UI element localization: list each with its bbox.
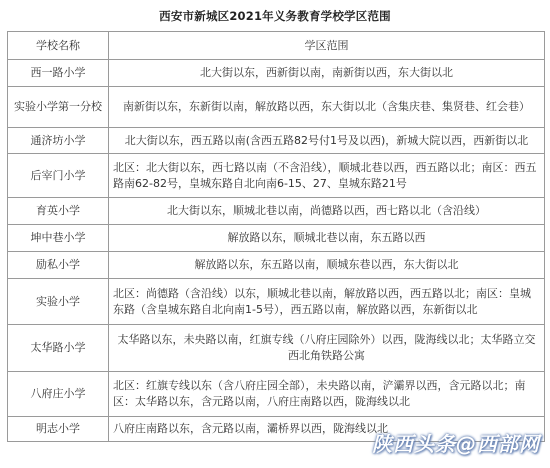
table-header-row (8, 32, 545, 60)
school-name: 坤中巷小学 (8, 225, 109, 252)
table-row (8, 87, 545, 128)
school-name: 通济坊小学 (8, 128, 109, 154)
page-title: 西安市新城区2021年义务教育学校学区范围 (159, 9, 391, 23)
table-row (8, 198, 545, 225)
zone-range: 北区：尚德路（含沿线）以东，顺城北巷以南，解放路以西，西五路以北；南区：皇城东路（含皇城东路自北向南1-5号），西五路以南，解放路以西，东新街以北 (109, 279, 545, 325)
school-name: 八府庄小学 (8, 372, 109, 417)
zone-range: 八府庄南路以东，含元路以南，灞桥界以西，陇海线以北 (109, 417, 545, 442)
school-name: 明志小学 (8, 417, 109, 442)
zone-range: 解放路以东，顺城北巷以南，东五路以西 (109, 225, 545, 252)
watermark: 陕西头条@西部网 (372, 432, 540, 456)
zone-range: 北区：红旗专线以东（含八府庄园全部），未央路以南，浐灞界以西，含元路以北；南区：太华路以东，含元路以南，八府庄南路以西，陇海线以北 (109, 372, 545, 417)
school-name: 实验小学 (8, 279, 109, 325)
zone-range: 太华路以东，未央路以南，红旗专线（八府庄园除外）以西，陇海线以北；太华路立交西北角铁路公寓 (109, 325, 545, 372)
table-row (8, 279, 545, 325)
header-school-name: 学校名称 (8, 32, 109, 60)
school-name: 励私小学 (8, 252, 109, 279)
header-zone-range: 学区范围 (109, 32, 545, 60)
zone-range: 北区：北大街以东，西七路以南（不含沿线），顺城北巷以西，西五路以北；南区：西五路南62-82号，皇城东路自北向南6-15、27、皇城东路21号 (109, 154, 545, 198)
zone-range: 北大街以东，西五路以南(含西五路82号付1号及以西)，新城大院以西，西新街以北 (109, 128, 545, 154)
table-row (8, 225, 545, 252)
school-name: 后宰门小学 (8, 154, 109, 198)
table-row (8, 60, 545, 87)
zone-range: 南新街以东，东新街以南，解放路以西，东大街以北（含集庆巷、集贤巷、红会巷） (109, 87, 545, 128)
table-row (8, 252, 545, 279)
zone-range: 北大街以东，顺城北巷以南，尚德路以西，西七路以北（含沿线） (109, 198, 545, 225)
school-zone-table (7, 31, 545, 442)
table-row (8, 154, 545, 198)
school-name: 育英小学 (8, 198, 109, 225)
school-name: 西一路小学 (8, 60, 109, 87)
zone-range: 解放路以东，东五路以南，顺城东巷以西，东大街以北 (109, 252, 545, 279)
table-row (8, 325, 545, 372)
zone-range: 北大街以东，西新街以南，南新街以西，东大街以北 (109, 60, 545, 87)
table-row (8, 372, 545, 417)
table-row (8, 128, 545, 154)
school-name: 实验小学第一分校 (8, 87, 109, 128)
school-name: 太华路小学 (8, 325, 109, 372)
